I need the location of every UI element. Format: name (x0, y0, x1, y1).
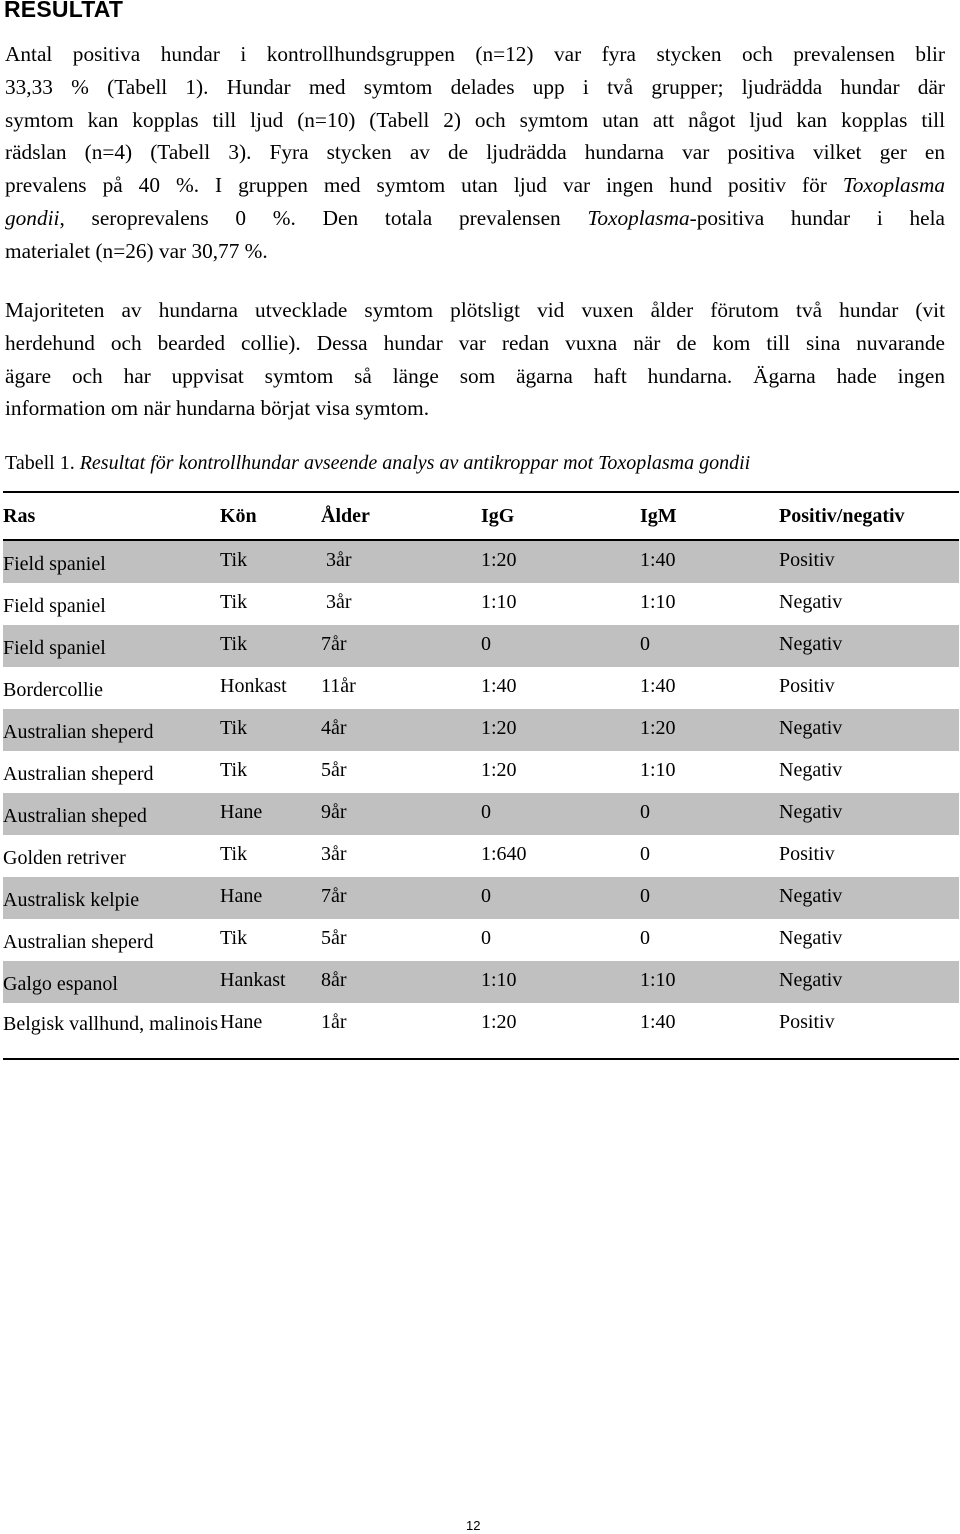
cell-text: 1:20 (481, 549, 517, 571)
cell-igg (481, 793, 640, 835)
cell-text: Field spaniel (3, 637, 106, 659)
page-number: 12 (466, 1518, 481, 1533)
cell-text: Bordercollie (3, 679, 103, 701)
cell-alder (321, 877, 481, 919)
cell-igg (481, 835, 640, 877)
cell-text: 1:40 (481, 675, 517, 697)
cell-igg (481, 625, 640, 667)
cell-text: 0 (481, 633, 491, 655)
cell-text: Australian sheperd (3, 721, 154, 743)
cell-text: Hane (220, 885, 263, 907)
cell-igm (640, 919, 779, 961)
cell-text: Field spaniel (3, 553, 106, 575)
cell-text: Australian sheperd (3, 763, 154, 785)
cell-result (779, 961, 959, 1003)
cell-text: Hankast (220, 969, 286, 991)
cell-result (779, 793, 959, 835)
cell-text: 1:20 (481, 717, 517, 739)
cell-text: 3år (321, 591, 352, 613)
cell-ras (3, 919, 220, 961)
text-line: information om när hundarna börjat visa symtom. (5, 396, 430, 421)
text-line: prevalens på 40 %. I gruppen med symtom utan ljud var ingen hund positiv för Toxoplasma (5, 173, 945, 198)
cell-text: Tik (220, 591, 248, 613)
cell-kon (220, 877, 321, 919)
header-ras: Ras (3, 492, 220, 540)
cell-result (779, 877, 959, 919)
cell-text: 1:40 (640, 675, 676, 697)
cell-kon (220, 1003, 321, 1059)
cell-text: 1:640 (481, 843, 527, 865)
cell-text: 1:10 (640, 591, 676, 613)
cell-text: Tik (220, 549, 248, 571)
cell-text: Field spaniel (3, 595, 106, 617)
table-row (3, 625, 959, 667)
cell-alder (321, 961, 481, 1003)
cell-result (779, 540, 959, 583)
cell-igm (640, 583, 779, 625)
cell-text: 1:40 (640, 549, 676, 571)
cell-text: Hane (220, 1011, 263, 1033)
cell-alder (321, 751, 481, 793)
cell-text: Negativ (779, 759, 843, 781)
cell-text: 9år (321, 801, 347, 823)
cell-ras (3, 751, 220, 793)
cell-alder (321, 1003, 481, 1059)
cell-text: 1:10 (640, 759, 676, 781)
cell-text: 1år (321, 1011, 347, 1033)
cell-igg (481, 583, 640, 625)
text-line: symtom kan kopplas till ljud (n=10) (Tabell 2) och symtom utan att något ljud kan kopplas till (5, 107, 945, 132)
text-line: 33,33 % (Tabell 1). Hundar med symtom delades upp i två grupper; ljudrädda hundar där (5, 74, 945, 99)
cell-kon (220, 667, 321, 709)
cell-text: 0 (481, 885, 491, 907)
table-caption (5, 452, 750, 475)
cell-text: 0 (640, 843, 650, 865)
cell-kon (220, 625, 321, 667)
cell-result (779, 835, 959, 877)
cell-igm (640, 835, 779, 877)
cell-text: Tik (220, 717, 248, 739)
cell-result (779, 751, 959, 793)
cell-result (779, 1003, 959, 1059)
table-row (3, 919, 959, 961)
cell-text: Positiv (779, 843, 835, 865)
cell-text: Hane (220, 801, 263, 823)
table-body (3, 540, 959, 1059)
cell-kon (220, 751, 321, 793)
results-table (3, 491, 959, 1060)
cell-igg (481, 751, 640, 793)
cell-text: 7år (321, 885, 347, 907)
header-igg: IgG (481, 492, 640, 540)
text-line: ägare och har uppvisat symtom så länge som ägarna haft hundarna. Ägarna hade ingen (5, 363, 945, 388)
cell-igm (640, 877, 779, 919)
cell-text: 8år (321, 969, 347, 991)
table-row (3, 540, 959, 583)
caption-label: Tabell 1. (5, 452, 80, 474)
section-heading: RESULTAT (4, 0, 124, 22)
cell-kon (220, 919, 321, 961)
cell-text: Tik (220, 927, 248, 949)
cell-igm (640, 1003, 779, 1059)
cell-alder (321, 625, 481, 667)
cell-igg (481, 709, 640, 751)
cell-kon (220, 793, 321, 835)
text-line: rädslan (n=4) (Tabell 3). Fyra stycken av de ljudrädda hundarna var positiva vilket ger en (5, 140, 945, 165)
caption-text: Resultat för kontrollhundar avseende analys av antikroppar mot Toxoplasma gondii (79, 452, 751, 474)
header-result: Positiv/negativ (779, 492, 959, 540)
cell-alder (321, 709, 481, 751)
table-row (3, 793, 959, 835)
cell-kon (220, 583, 321, 625)
cell-result (779, 709, 959, 751)
cell-text: Australian sheperd (3, 931, 154, 953)
cell-igg (481, 667, 640, 709)
cell-alder (321, 835, 481, 877)
cell-text: Australisk kelpie (3, 889, 140, 911)
cell-text: 1:20 (481, 759, 517, 781)
cell-ras (3, 877, 220, 919)
cell-igm (640, 625, 779, 667)
cell-igm (640, 751, 779, 793)
header-alder: Ålder (321, 492, 481, 540)
cell-text: 1:10 (640, 969, 676, 991)
cell-ras (3, 583, 220, 625)
cell-kon (220, 540, 321, 583)
cell-alder (321, 793, 481, 835)
cell-ras (3, 961, 220, 1003)
cell-text: Tik (220, 633, 248, 655)
cell-text: Negativ (779, 801, 843, 823)
cell-igm (640, 667, 779, 709)
table-row (3, 877, 959, 919)
cell-igg (481, 919, 640, 961)
cell-text: 3år (321, 843, 347, 865)
cell-text: Negativ (779, 969, 843, 991)
table-row (3, 1003, 959, 1059)
table-row (3, 583, 959, 625)
cell-ras (3, 667, 220, 709)
cell-text: Belgisk vallhund, malinois (3, 1013, 218, 1035)
cell-text: 1:20 (481, 1011, 517, 1033)
text-line: gondii, seroprevalens 0 %. Den totala prevalensen Toxoplasma-positiva hundar i hela (5, 205, 945, 230)
table-row (3, 709, 959, 751)
cell-text: 11år (321, 675, 356, 697)
cell-ras (3, 793, 220, 835)
cell-result (779, 625, 959, 667)
cell-alder (321, 583, 481, 625)
cell-igm (640, 709, 779, 751)
cell-igg (481, 1003, 640, 1059)
cell-text: 0 (640, 885, 650, 907)
paragraph-results (5, 38, 945, 268)
cell-kon (220, 835, 321, 877)
cell-text: 1:10 (481, 591, 517, 613)
cell-igm (640, 961, 779, 1003)
cell-text: 0 (640, 801, 650, 823)
cell-igg (481, 961, 640, 1003)
cell-text: 3år (321, 549, 352, 571)
text-line: herdehund och bearded collie). Dessa hundar var redan vuxna när de kom till sina nuvarande (5, 330, 945, 355)
cell-kon (220, 961, 321, 1003)
cell-text: Negativ (779, 717, 843, 739)
cell-text: 1:20 (640, 717, 676, 739)
table-header-row (3, 492, 959, 540)
cell-text: 0 (481, 801, 491, 823)
cell-result (779, 583, 959, 625)
table-row (3, 751, 959, 793)
cell-alder (321, 667, 481, 709)
cell-kon (220, 709, 321, 751)
cell-result (779, 919, 959, 961)
cell-text: 0 (481, 927, 491, 949)
cell-text: Negativ (779, 927, 843, 949)
cell-alder (321, 919, 481, 961)
cell-result (779, 667, 959, 709)
header-igm: IgM (640, 492, 779, 540)
cell-ras (3, 709, 220, 751)
paragraph-onset (5, 294, 945, 425)
cell-text: 0 (640, 927, 650, 949)
table-row (3, 835, 959, 877)
cell-text: Positiv (779, 549, 835, 571)
cell-text: Tik (220, 843, 248, 865)
cell-igm (640, 540, 779, 583)
cell-text: 4år (321, 717, 347, 739)
cell-text: Golden retriver (3, 847, 126, 869)
cell-ras (3, 625, 220, 667)
cell-text: 0 (640, 633, 650, 655)
text-line: Antal positiva hundar i kontrollhundsgruppen (n=12) var fyra stycken och prevalensen blir (5, 42, 945, 66)
cell-ras (3, 1003, 220, 1059)
cell-igg (481, 540, 640, 583)
table-row (3, 667, 959, 709)
cell-igm (640, 793, 779, 835)
text-line: Majoriteten av hundarna utvecklade symtom plötsligt vid vuxen ålder förutom två hundar (vit (5, 298, 945, 322)
cell-ras (3, 835, 220, 877)
cell-text: Negativ (779, 591, 843, 613)
table-row (3, 961, 959, 1003)
cell-text: Australian sheped (3, 805, 147, 827)
cell-text: Positiv (779, 675, 835, 697)
cell-alder (321, 540, 481, 583)
cell-text: Honkast (220, 675, 287, 697)
cell-text: 5år (321, 927, 347, 949)
cell-ras (3, 540, 220, 583)
cell-text: Galgo espanol (3, 973, 118, 995)
cell-text: 1:40 (640, 1011, 676, 1033)
cell-text: 5år (321, 759, 347, 781)
text-line: materialet (n=26) var 30,77 %. (5, 238, 268, 263)
cell-text: Negativ (779, 885, 843, 907)
header-kon: Kön (220, 492, 321, 540)
cell-text: 1:10 (481, 969, 517, 991)
cell-igg (481, 877, 640, 919)
cell-text: 7år (321, 633, 347, 655)
cell-text: Negativ (779, 633, 843, 655)
cell-text: Tik (220, 759, 248, 781)
cell-text: Positiv (779, 1011, 835, 1033)
